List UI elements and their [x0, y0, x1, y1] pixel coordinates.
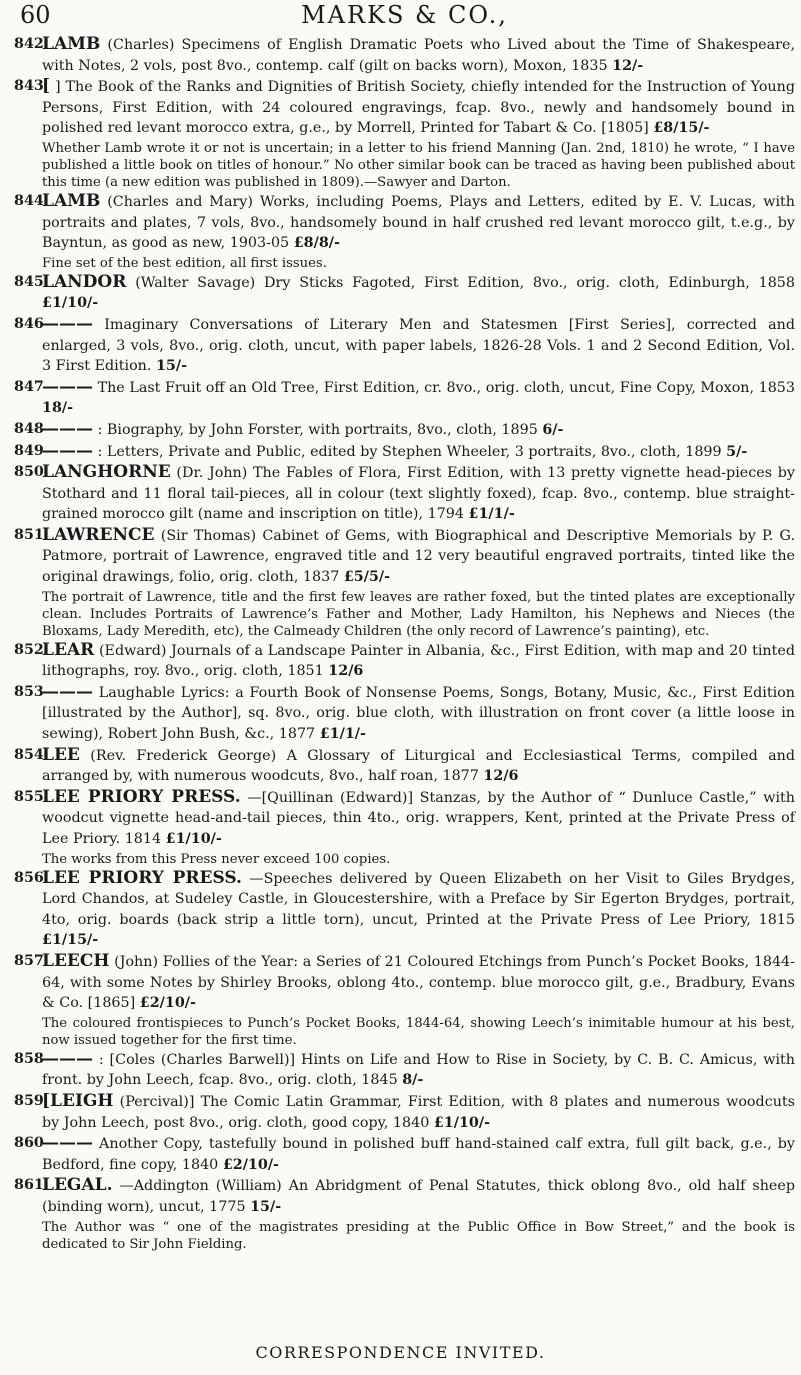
entry-description: (Rev. Frederick George) A Glossary of Liturgical and Ecclesiastical Terms, compiled and arranged by, with numerous woodcuts, 8vo., half roan, 1877 [42, 747, 795, 785]
catalogue-entry [14, 462, 795, 525]
entry-number: 848 [14, 420, 44, 437]
entry-description: —[Quillinan (Edward)] Stanzas, by the Author of “ Dunluce Castle,” with woodcut vignette head-and-tail pieces, thin 4to., orig. wrappers, Kent, printed at the Private Press of Lee Priory. 1814 [42, 789, 796, 847]
entry-number: 850 [14, 464, 44, 481]
entry-author: ——— [42, 1048, 93, 1069]
entry-price: 12/- [612, 57, 644, 74]
page-header [14, 0, 795, 34]
entry-price: £1/1/- [319, 726, 366, 743]
catalogue-entry [14, 745, 795, 787]
catalogue-entry [14, 377, 795, 419]
entry-number: 859 [14, 1092, 44, 1109]
entry-price: £1/10/- [433, 1114, 491, 1131]
entry-description: (Charles and Mary) Works, including Poems, Plays and Letters, edited by E. V. Lucas, with portraits and plates, 7 vols, 8vo., handsomely bound in half crushed red levant morocco gilt, t.e.g., by Bayntun, as good as new, 1903-05 [42, 193, 795, 252]
entry-number: 847 [14, 378, 44, 395]
entry-note: The works from this Press never exceed 100 copies. [42, 851, 391, 867]
entry-description: (Sir Thomas) Cabinet of Gems, with Biographical and Descriptive Memorials by P. G. Patmore, portrait of Lawrence, engraved title and 12 very beautiful engraved portraits, tinted like the original drawings, folio, orig. cloth, 1837 [42, 527, 795, 586]
entry-number: 856 [14, 869, 44, 886]
entry-price: 15/- [155, 358, 188, 375]
catalogue-entry [14, 1049, 795, 1091]
entry-description: : [Coles (Charles Barwell)] Hints on Life and How to Rise in Society, by C. B. C. Amicus, with front. by John Leech, fcap. 8vo., orig. cloth, 1845 [42, 1051, 796, 1089]
entry-author: LEAR [42, 639, 95, 660]
entry-author: ——— [42, 440, 93, 461]
entry-price: 15/- [250, 1198, 282, 1215]
entry-number: 854 [14, 746, 44, 763]
entry-note: The portrait of Lawrence, title and the first few leaves are rather foxed, but the tinted plates are exceptionally clean. Includes Portraits of Lawrence’s Father and Mother, Lady Hamilton, his Nephews and Nieces (the Bloxams, Lady Meredith, etc), the Calmeady Children (the only record of Lawrence’s painting), etc. [42, 589, 795, 639]
entry-description: : Letters, Private and Public, edited by Stephen Wheeler, 3 portraits, 8vo., cloth, 1899 [97, 443, 722, 460]
entry-description: (John) Follies of the Year: a Series of 21 Coloured Etchings from Punch’s Pocket Books, 1844-64, with some Notes by Shirley Brooks, oblong 4to., contemp. blue morocco gilt, g.e., Bradbury, Evans & Co. [1865] [42, 953, 795, 1012]
entry-note: The Author was “ one of the magistrates presiding at the Public Office in Bow Street,” and the book is dedicated to Sir John Fielding. [42, 1219, 795, 1252]
entry-number: 846 [14, 315, 44, 332]
entry-price: £1/15/- [42, 932, 99, 949]
entry-price: £2/10/- [222, 1156, 279, 1173]
entry-number: 844 [14, 192, 44, 209]
entry-author: LAMB [42, 190, 101, 211]
entry-author: LAMB [42, 34, 101, 54]
entry-price: 12/6 [328, 663, 364, 680]
entry-price: 5/- [726, 443, 748, 460]
entry-price: £8/15/- [653, 120, 710, 137]
entry-number: 853 [14, 683, 44, 700]
entry-description: ] The Book of the Ranks and Dignities of British Society, chiefly intended for the Instruction of Young Persons, First Edition, with 24 coloured engravings, fcap. 8vo., newly and handsomely bound in polished red levant morocco extra, g.e., by Morrell, Printed for Tabart & Co. [1805] [42, 79, 795, 137]
entry-author: ——— [42, 418, 93, 439]
entry-price: £8/8/- [293, 235, 340, 252]
entry-note: The coloured frontispieces to Punch’s Pocket Books, 1844-64, showing Leech’s inimitable humour at his best, now issued together for the first time. [42, 1015, 795, 1048]
entry-number: 861 [14, 1177, 44, 1194]
entry-number: 842 [14, 36, 44, 52]
catalogue-entry [14, 441, 795, 463]
catalogue-entry [14, 682, 795, 745]
catalogue-entry [14, 1133, 795, 1175]
entry-author: [LEIGH [42, 1090, 114, 1111]
entry-price: £1/1/- [468, 506, 515, 523]
catalogue-entry [14, 1175, 795, 1252]
entry-description: Imaginary Conversations of Literary Men and Statesmen [First Series], corrected and enlarged, 3 vols, 8vo., orig. cloth, uncut, with paper labels, 1826-28 Vols. 1 and 2 Second Edition, Vol. 3 First Edition. [42, 316, 796, 375]
entry-author: LANGHORNE [42, 462, 171, 483]
entry-description: —Addington (William) An Abridgment of Penal Statutes, thick oblong 8vo., old half sheep (binding worn), uncut, 1775 [42, 1178, 795, 1215]
entry-description: (Charles) Specimens of English Dramatic Poets who Lived about the Time of Shakespeare, with Notes, 2 vols, post 8vo., contemp. calf (gilt on backs worn), Moxon, 1835 [42, 37, 796, 74]
entry-author: LAWRENCE [42, 524, 155, 545]
entry-price: 12/6 [483, 768, 519, 785]
entry-description: Laughable Lyrics: a Fourth Book of Nonsense Poems, Songs, Botany, Music, &c., First Edition [illustrated by the Author], sq. 8vo., orig. blue cloth, with illustration on front cover (a little loose in sewing), Robert John Bush, &c., 1877 [42, 684, 795, 743]
entry-description: (Dr. John) The Fables of Flora, First Edition, with 13 pretty vignette head-pieces by Stothard and 11 floral tail-pieces, all in colour (text slightly foxed), fcap. 8vo., contemp. blue straight-grained morocco gilt (name and inscription on title), 1794 [42, 465, 795, 523]
entry-author: LEE PRIORY PRESS. [42, 786, 241, 807]
entry-price: £2/10/- [139, 995, 196, 1012]
entry-description: Another Copy, tastefully bound in polished buff hand-stained calf extra, full gilt back, g.e., by Bedford, fine copy, 1840 [42, 1136, 795, 1173]
entry-author: LEE [42, 744, 80, 765]
catalogue-entry [14, 419, 795, 441]
entry-description: (Edward) Journals of a Landscape Painter in Albania, &c., First Edition, with map and 20 tinted lithographs, roy. 8vo., orig. cloth, 1851 [42, 642, 795, 680]
entry-author: LEGAL. [42, 1175, 113, 1196]
entry-number: 851 [14, 526, 44, 543]
entry-number: 857 [14, 952, 44, 969]
entry-description: (Percival)] The Comic Latin Grammar, First Edition, with 8 plates and numerous woodcuts by John Leech, post 8vo., orig. cloth, good copy, 1840 [42, 1093, 795, 1131]
catalogue-entry [14, 525, 795, 640]
entry-price: 8/- [402, 1072, 424, 1089]
catalogue-entry [14, 787, 795, 868]
entry-description: The Last Fruit off an Old Tree, First Edition, cr. 8vo., orig. cloth, uncut, Fine Copy, Moxon, 1853 [97, 379, 795, 396]
catalogue-entry [14, 76, 795, 191]
entry-price: 6/- [542, 421, 564, 438]
entry-number: 849 [14, 442, 44, 459]
catalogue-entry [14, 640, 795, 682]
entry-number: 843 [14, 78, 44, 95]
catalogue-entry [14, 191, 795, 272]
entry-note: Fine set of the best edition, all first issues. [42, 255, 327, 271]
entry-number: 845 [14, 273, 44, 290]
entry-author: LEE PRIORY PRESS. [42, 867, 242, 888]
entry-price: 18/- [42, 400, 74, 417]
catalogue-entry [14, 1091, 795, 1133]
entry-author: ——— [42, 376, 93, 397]
entry-number: 858 [14, 1050, 44, 1067]
entry-price: £5/5/- [343, 569, 391, 586]
entry-author: ——— [42, 1133, 93, 1154]
running-title: MARKS & CO., [301, 1, 508, 29]
entry-author: LEECH [42, 950, 110, 971]
catalogue-entries [14, 34, 795, 1253]
catalogue-entry [14, 951, 795, 1049]
entry-description: : Biography, by John Forster, with portraits, 8vo., cloth, 1895 [97, 421, 538, 438]
entry-number: 852 [14, 641, 44, 658]
page-number: 60 [20, 1, 51, 29]
entry-price: £1/10/- [165, 831, 222, 847]
entry-author: ——— [42, 681, 93, 702]
catalogue-entry [14, 34, 795, 76]
entry-price: £1/10/- [42, 295, 99, 312]
footer-note: CORRESPONDENCE INVITED. [255, 1343, 546, 1362]
entry-author: LANDOR [42, 271, 127, 292]
catalogue-entry [14, 272, 795, 314]
catalogue-entry [14, 314, 795, 377]
entry-number: 860 [14, 1135, 44, 1152]
entry-author: [ [42, 76, 51, 97]
entry-note: Whether Lamb wrote it or not is uncertain; in a letter to his friend Manning (Jan. 2nd, 1810) he wrote, “ I have published a little book on titles of honour.” No other similar book can be traced as having been published about this time (a new edition was published in 1809).—Sawyer and Darton. [42, 140, 795, 190]
entry-author: ——— [42, 313, 93, 334]
entry-description: —Speeches delivered by Queen Elizabeth on her Visit to Giles Brydges, Lord Chandos, at Sudeley Castle, in Gloucestershire, with a Preface by Sir Egerton Brydges, portrait, 4to, orig. boards (back strip a little torn), uncut, Printed at the Private Press of Lee Priory, 1815 [42, 870, 796, 928]
entry-number: 855 [14, 788, 44, 805]
catalogue-entry [14, 868, 795, 951]
entry-description: (Walter Savage) Dry Sticks Fagoted, First Edition, 8vo., orig. cloth, Edinburgh, 1858 [135, 274, 796, 291]
